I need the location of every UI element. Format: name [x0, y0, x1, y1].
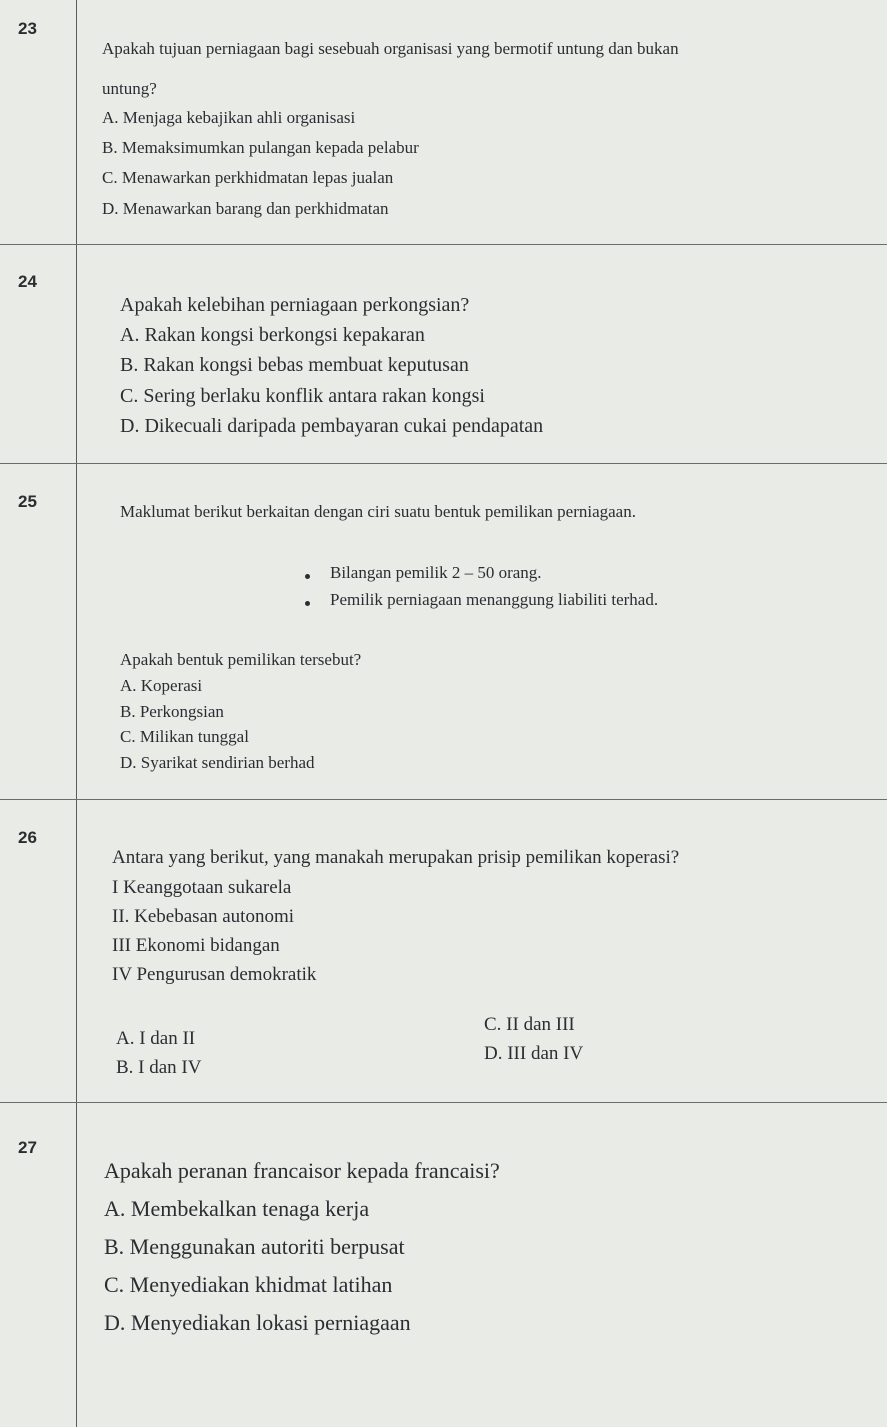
- option-d[interactable]: D. Dikecuali daripada pembayaran cukai pendapatan: [120, 415, 544, 437]
- option-c[interactable]: C. Menawarkan perkhidmatan lepas jualan: [102, 168, 394, 187]
- question-stem: Apakah bentuk pemilikan tersebut?: [120, 650, 362, 669]
- option-a[interactable]: A. I dan II: [116, 1028, 196, 1049]
- question-number: 27: [18, 1138, 37, 1157]
- divider: [0, 799, 887, 800]
- statement-iii: III Ekonomi bidangan: [112, 935, 280, 956]
- info-bullet: Bilangan pemilik 2 – 50 orang.: [330, 563, 542, 582]
- option-c[interactable]: C. Menyediakan khidmat latihan: [104, 1272, 393, 1297]
- question-number: 26: [18, 828, 37, 847]
- option-a[interactable]: A. Membekalkan tenaga kerja: [104, 1196, 370, 1221]
- question-number: 25: [18, 492, 37, 511]
- option-c[interactable]: C. Sering berlaku konflik antara rakan kongsi: [120, 385, 485, 407]
- option-c[interactable]: C. II dan III: [484, 1014, 575, 1035]
- bullet-icon: [305, 601, 310, 606]
- question-stem-continued: untung?: [102, 79, 157, 98]
- question-stem: Apakah kelebihan perniagaan perkongsian?: [120, 294, 470, 316]
- margin-line: [76, 0, 77, 1427]
- statement-ii: II. Kebebasan autonomi: [112, 906, 295, 927]
- statement-iv: IV Pengurusan demokratik: [112, 964, 317, 985]
- divider: [0, 244, 887, 245]
- question-number: 23: [18, 19, 37, 38]
- bullet-icon: [305, 574, 310, 579]
- option-a[interactable]: A. Menjaga kebajikan ahli organisasi: [102, 108, 356, 127]
- option-b[interactable]: B. Memaksimumkan pulangan kepada pelabur: [102, 138, 419, 157]
- option-a[interactable]: A. Koperasi: [120, 676, 203, 695]
- option-d[interactable]: D. Menyediakan lokasi perniagaan: [104, 1310, 411, 1335]
- statement-i: I Keanggotaan sukarela: [112, 877, 292, 898]
- option-b[interactable]: B. I dan IV: [116, 1057, 202, 1078]
- option-b[interactable]: B. Rakan kongsi bebas membuat keputusan: [120, 354, 469, 376]
- option-b[interactable]: B. Menggunakan autoriti berpusat: [104, 1234, 405, 1259]
- option-a[interactable]: A. Rakan kongsi berkongsi kepakaran: [120, 324, 425, 346]
- divider: [0, 463, 887, 464]
- option-b[interactable]: B. Perkongsian: [120, 702, 224, 721]
- question-number: 24: [18, 272, 37, 291]
- info-intro: Maklumat berikut berkaitan dengan ciri suatu bentuk pemilikan perniagaan.: [120, 502, 636, 521]
- question-stem: Apakah tujuan perniagaan bagi sesebuah organisasi yang bermotif untung dan bukan: [102, 39, 679, 58]
- option-d[interactable]: D. III dan IV: [484, 1043, 584, 1064]
- option-c[interactable]: C. Milikan tunggal: [120, 727, 249, 746]
- info-bullet: Pemilik perniagaan menanggung liabiliti terhad.: [330, 590, 659, 609]
- question-stem: Antara yang berikut, yang manakah merupakan prisip pemilikan koperasi?: [112, 847, 680, 868]
- divider: [0, 1102, 887, 1103]
- question-stem: Apakah peranan francaisor kepada francaisi?: [104, 1158, 500, 1183]
- option-d[interactable]: D. Menawarkan barang dan perkhidmatan: [102, 199, 389, 218]
- option-d[interactable]: D. Syarikat sendirian berhad: [120, 753, 315, 772]
